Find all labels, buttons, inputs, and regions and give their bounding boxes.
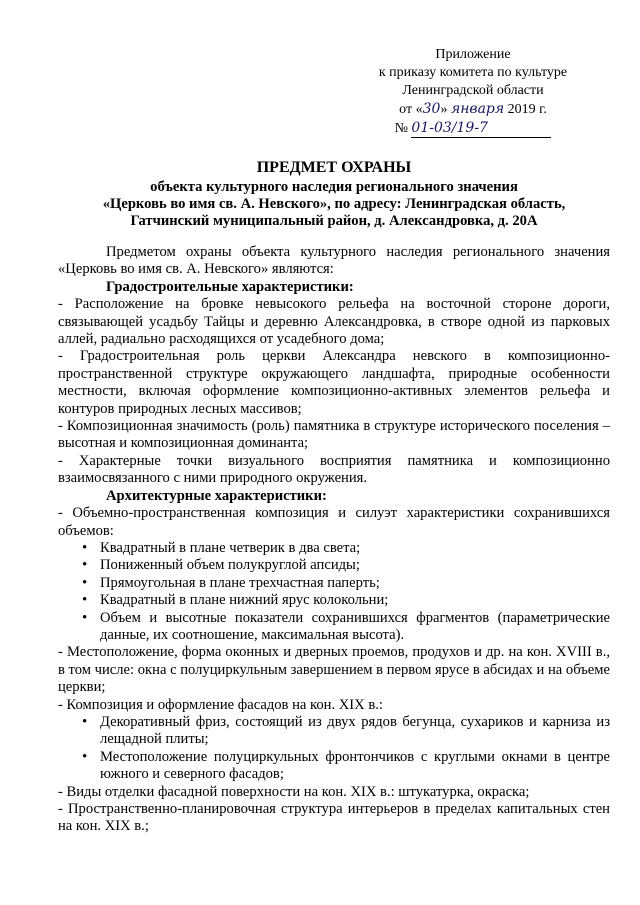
number-value: 01-03/19-7 (411, 119, 551, 138)
arch-facade: - Композиция и оформление фасадов на кон. XIX в.: (58, 696, 383, 713)
date-mid: » (440, 102, 451, 117)
appendix-line-3: Ленинградской области (402, 83, 544, 98)
date-suffix: 2019 г. (504, 102, 547, 117)
urban-item-4: - Характерные точки визуального восприятия памятника и композиционно взаимосвязанного с ними природного окружения. (58, 452, 610, 487)
arch-finish: - Виды отделки фасадной поверхности на кон. XIX в.: штукатурка, окраска; (58, 783, 530, 800)
appendix-number (348, 119, 598, 138)
heading-line-3: Гатчинский муниципальный район, д. Александровка, д. 20А (130, 213, 538, 230)
arch-section-title: Архитектурные характеристики: (106, 487, 327, 504)
facade-item-2: • Местоположение полуциркульных фронтончиков с круглыми окнами в центре южного и северного фасадов; (100, 749, 610, 784)
volume-item-4: • Квадратный в плане нижний ярус колокольни; (100, 592, 610, 609)
arch-volume: - Объемно-пространственная композиция и силуэт характеристики сохранившихся объемов: (58, 505, 610, 539)
heading-line-2: «Церковь во имя св. А. Невского», по адресу: Ленинградская область, (102, 196, 566, 213)
appendix-date (348, 100, 598, 119)
arch-openings: - Местоположение, форма оконных и дверных проемов, продухов и др. на кон. XVIII в., в том числе: окна с полуциркульным завершением в первом ярусе в абсидах и на объеме церкви; (58, 644, 610, 696)
facade-list (58, 714, 610, 784)
document-body (58, 244, 610, 836)
appendix-line-2: к приказу комитета по культуре (378, 65, 568, 80)
heading-line-1: объекта культурного наследия регионального значения (150, 179, 518, 196)
urban-item-3: - Композиционная значимость (роль) памятника в структуре исторического поселения – высотная и композиционная доминанта; (58, 418, 610, 452)
volume-item-3: • Прямоугольная в плане трехчастная паперть; (100, 575, 610, 592)
arch-interior: - Пространственно-планировочная структура интерьеров в пределах капитальных стен на кон. XIX в.; (58, 801, 610, 835)
document-title: ПРЕДМЕТ ОХРАНЫ (256, 159, 412, 176)
volume-item-5: • Объем и высотные показатели сохранившихся фрагментов (параметрические данные, их соотношение, максимальная высота). (100, 610, 610, 645)
appendix-block (348, 46, 598, 138)
urban-section-title: Градостроительные характеристики: (106, 278, 354, 295)
urban-item-1: - Расположение на бровке невысокого рельефа на восточной стороне дороги, связывающей усадьбу Тайцы и деревню Александровка, в створе одной из парковых аллей, радиально расходящихся от усадебного дома; (58, 296, 610, 348)
date-prefix: от « (399, 102, 423, 117)
volume-list (58, 540, 610, 644)
intro-paragraph: Предметом охраны объекта культурного наследия регионального значения «Церковь во имя св. А. Невского» являются: (58, 244, 610, 278)
document-heading (58, 159, 610, 230)
date-day: 30 (422, 101, 441, 117)
date-month: января (450, 101, 505, 117)
appendix-line-1: Приложение (435, 47, 511, 62)
volume-item-2: • Пониженный объем полукруглой апсиды; (100, 557, 610, 574)
urban-item-2: - Градостроительная роль церкви Александра невского в композиционно-пространственной структуре окружающего ландшафта, природные особенности местности, включая оформление композиционно-активных элементов рельефа и контуров природных лесных массивов; (58, 348, 610, 417)
volume-item-1: • Квадратный в плане четверик в два света; (100, 540, 610, 557)
number-prefix: № (394, 121, 412, 136)
facade-item-1: • Декоративный фриз, состоящий из двух рядов бегунца, сухариков и карниза из лещадной плиты; (100, 714, 610, 749)
